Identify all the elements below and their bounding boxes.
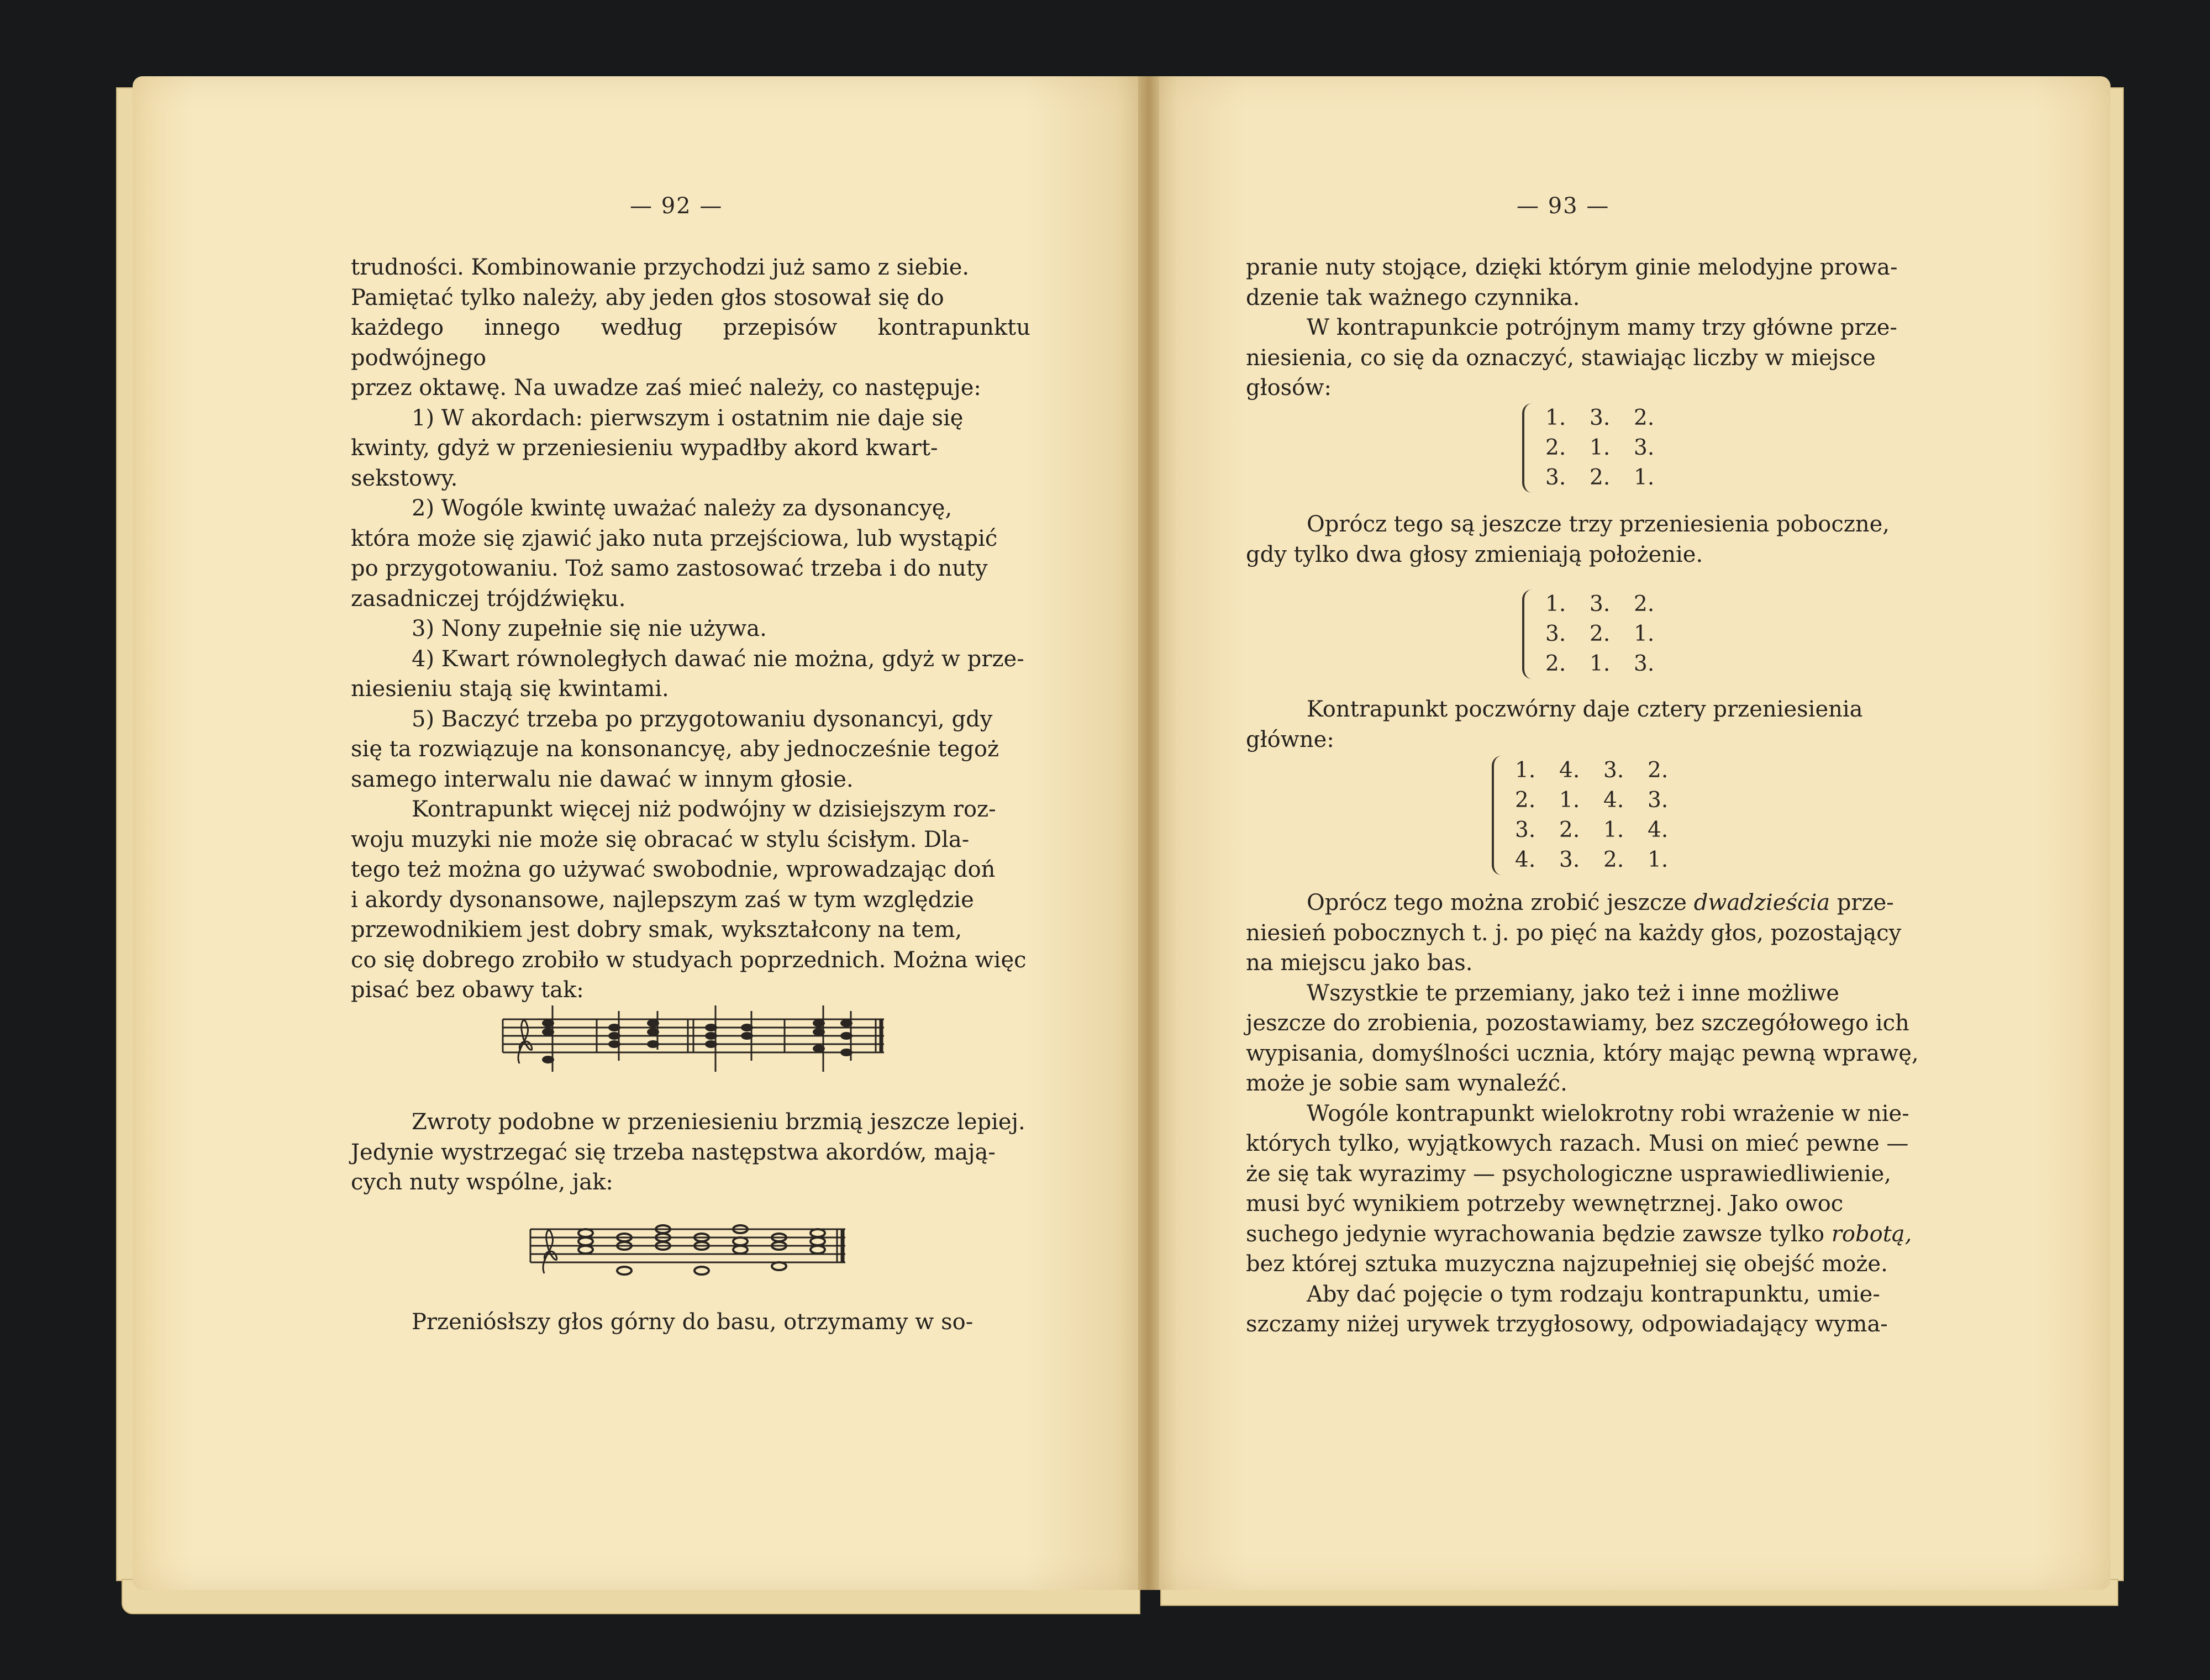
text-line: gdy tylko dwa głosy zmieniają położenie. — [1246, 541, 1703, 567]
text-line: niesienia, co się da oznaczyć, stawiając liczby w miejsce — [1246, 345, 1876, 371]
left-text-block-3 — [351, 1307, 1030, 1337]
text-line: Kontrapunkt poczwórny daje cztery przeniesienia — [1307, 697, 1863, 722]
text-line: Przeniósłszy głos górny do basu, otrzymamy w so- — [412, 1309, 974, 1335]
text-line: samego interwalu nie dawać w innym głosie. — [351, 766, 854, 792]
permutation-row: 2. 1. 3. — [1545, 435, 1655, 460]
right-text-block-3 — [1246, 694, 1920, 755]
text-line: W kontrapunkcie potrójnym mamy trzy główne prze- — [1307, 315, 1897, 340]
left-text-block-1 — [351, 252, 1030, 1005]
text-line: których tylko, wyjątkowych razach. Musi on mieć pewne — — [1246, 1131, 1909, 1156]
text-line: przez oktawę. Na uwadze zaś mieć należy, co następuje: — [351, 375, 981, 401]
text-line: na miejscu jako bas. — [1246, 950, 1473, 976]
text-line: 2) Wogóle kwintę uważać należy za dysonancyę, — [412, 496, 953, 521]
text-line: główne: — [1246, 726, 1334, 752]
permutation-row: 2. 1. 3. — [1545, 651, 1655, 676]
page-number-left: — 92 — — [630, 193, 723, 219]
text-line: i akordy dysonansowe, najlepszym zaś w tym względzie — [351, 887, 974, 913]
text-line: sekstowy. — [351, 465, 458, 491]
text-line: szczamy niżej urywek trzygłosowy, odpowiadający wyma- — [1246, 1312, 1888, 1337]
permutation-row: 3. 2. 1. — [1545, 465, 1655, 490]
text-line: woju muzyki nie może się obracać w stylu ścisłym. Dla- — [351, 826, 970, 852]
text-line: każdego innego według przepisów kontrapunktu podwójnego — [351, 315, 1030, 371]
text-line: może je sobie sam wynaleźć. — [1246, 1071, 1567, 1096]
permutation-table-1 — [1522, 403, 1678, 493]
text-line: Zwroty podobne w przeniesieniu brzmią jeszcze lepiej. — [412, 1109, 1025, 1135]
text-line: przewodnikiem jest dobry smak, wykształcony na tem, — [351, 917, 962, 942]
book-gutter — [1138, 76, 1159, 1590]
text-line: Pamiętać tylko należy, aby jeden głos stosował się do — [351, 285, 944, 310]
text-line: 1) W akordach: pierwszym i ostatnim nie daje się — [412, 405, 964, 431]
text-line: 5) Baczyć trzeba po przygotowaniu dysonancyi, gdy — [412, 706, 993, 732]
text-line: wypisania, domyślności ucznia, który mając pewną wprawę, — [1246, 1040, 1919, 1066]
text-line: która może się zjawić jako nuta przejściowa, lub wystąpić — [351, 525, 998, 551]
permutation-row: 1. 3. 2. — [1545, 405, 1655, 430]
permutation-row: 1. 4. 3. 2. — [1515, 758, 1669, 783]
text-line: że się tak wyrazimy — psychologiczne usprawiedliwienie, — [1246, 1161, 1891, 1187]
text-line: dzenie tak ważnego czynnika. — [1246, 285, 1580, 310]
text-line: Oprócz tego można zrobić jeszcze dwadzieścia prze- — [1307, 890, 1894, 915]
right-text-block-4 — [1246, 888, 1920, 1340]
text-line: niesieniu stają się kwintami. — [351, 676, 669, 702]
permutation-row: 2. 1. 4. 3. — [1515, 788, 1669, 813]
permutation-row: 4. 3. 2. 1. — [1515, 847, 1669, 872]
left-text-block-2 — [351, 1107, 1030, 1198]
text-line: pranie nuty stojące, dzięki którym ginie melodyjne prowa- — [1246, 255, 1898, 280]
permutation-row: 3. 2. 1. — [1545, 622, 1655, 646]
permutation-table-3 — [1492, 756, 1692, 875]
text-line: kwinty, gdyż w przeniesieniu wypadłby akord kwart- — [351, 435, 938, 461]
text-line: musi być wynikiem potrzeby wewnętrznej. Jako owoc — [1246, 1191, 1844, 1216]
text-line: Oprócz tego są jeszcze trzy przeniesienia poboczne, — [1307, 512, 1890, 537]
text-line: zasadniczej trójdźwięku. — [351, 586, 626, 612]
text-line: suchego jedynie wyrachowania będzie zawsze tylko robotą, — [1246, 1221, 1912, 1247]
permutation-table-2 — [1522, 589, 1678, 679]
text-line: się ta rozwiązuje na konsonancyę, aby jednocześnie tegoż — [351, 736, 999, 762]
text-line: pisać bez obawy tak: — [351, 977, 584, 1003]
text-line: trudności. Kombinowanie przychodzi już samo z siebie. — [351, 255, 970, 280]
emphasis: robotą, — [1831, 1221, 1912, 1247]
page-number-right: — 93 — — [1517, 193, 1610, 219]
text-line: cych nuty wspólne, jak: — [351, 1170, 613, 1195]
text-line: po przygotowaniu. Toż samo zastosować trzeba i do nuty — [351, 556, 988, 581]
text-line: Jedynie wystrzegać się trzeba następstwa akordów, mają- — [351, 1139, 996, 1165]
text-line: Wszystkie te przemiany, jako też i inne możliwe — [1307, 980, 1839, 1006]
text-line: 4) Kwart równoległych dawać nie można, gdyż w prze- — [412, 646, 1024, 672]
permutation-row: 3. 2. 1. 4. — [1515, 818, 1669, 842]
music-example-1 — [497, 989, 895, 1088]
text-line: co się dobrego zrobiło w studyach poprzednich. Można więc — [351, 947, 1027, 973]
text-line: 3) Nony zupełnie się nie używa. — [412, 616, 767, 641]
text-line: głosów: — [1246, 375, 1332, 401]
text-line: Aby dać pojęcie o tym rodzaju kontrapunktu, umie- — [1307, 1281, 1880, 1307]
text-line: tego też można go używać swobodnie, wprowadzając doń — [351, 857, 996, 882]
text-line: niesień pobocznych t. j. po pięć na każdy głos, pozostający — [1246, 920, 1902, 946]
text-line: Wogóle kontrapunkt wielokrotny robi wrażenie w nie- — [1307, 1100, 1909, 1126]
page-edges-left — [116, 87, 135, 1581]
text-line: jeszcze do zrobienia, pozostawiamy, bez szczegółowego ich — [1246, 1010, 1909, 1036]
emphasis: dwadzieścia — [1693, 890, 1830, 915]
music-example-2 — [525, 1215, 856, 1287]
text-line: Kontrapunkt więcej niż podwójny w dzisiejszym roz- — [412, 797, 996, 822]
right-text-block-2 — [1246, 509, 1920, 570]
right-text-block-1 — [1246, 252, 1920, 403]
text-line: bez której sztuka muzyczna najzupełniej się obejść może. — [1246, 1251, 1888, 1277]
permutation-row: 1. 3. 2. — [1545, 592, 1655, 617]
